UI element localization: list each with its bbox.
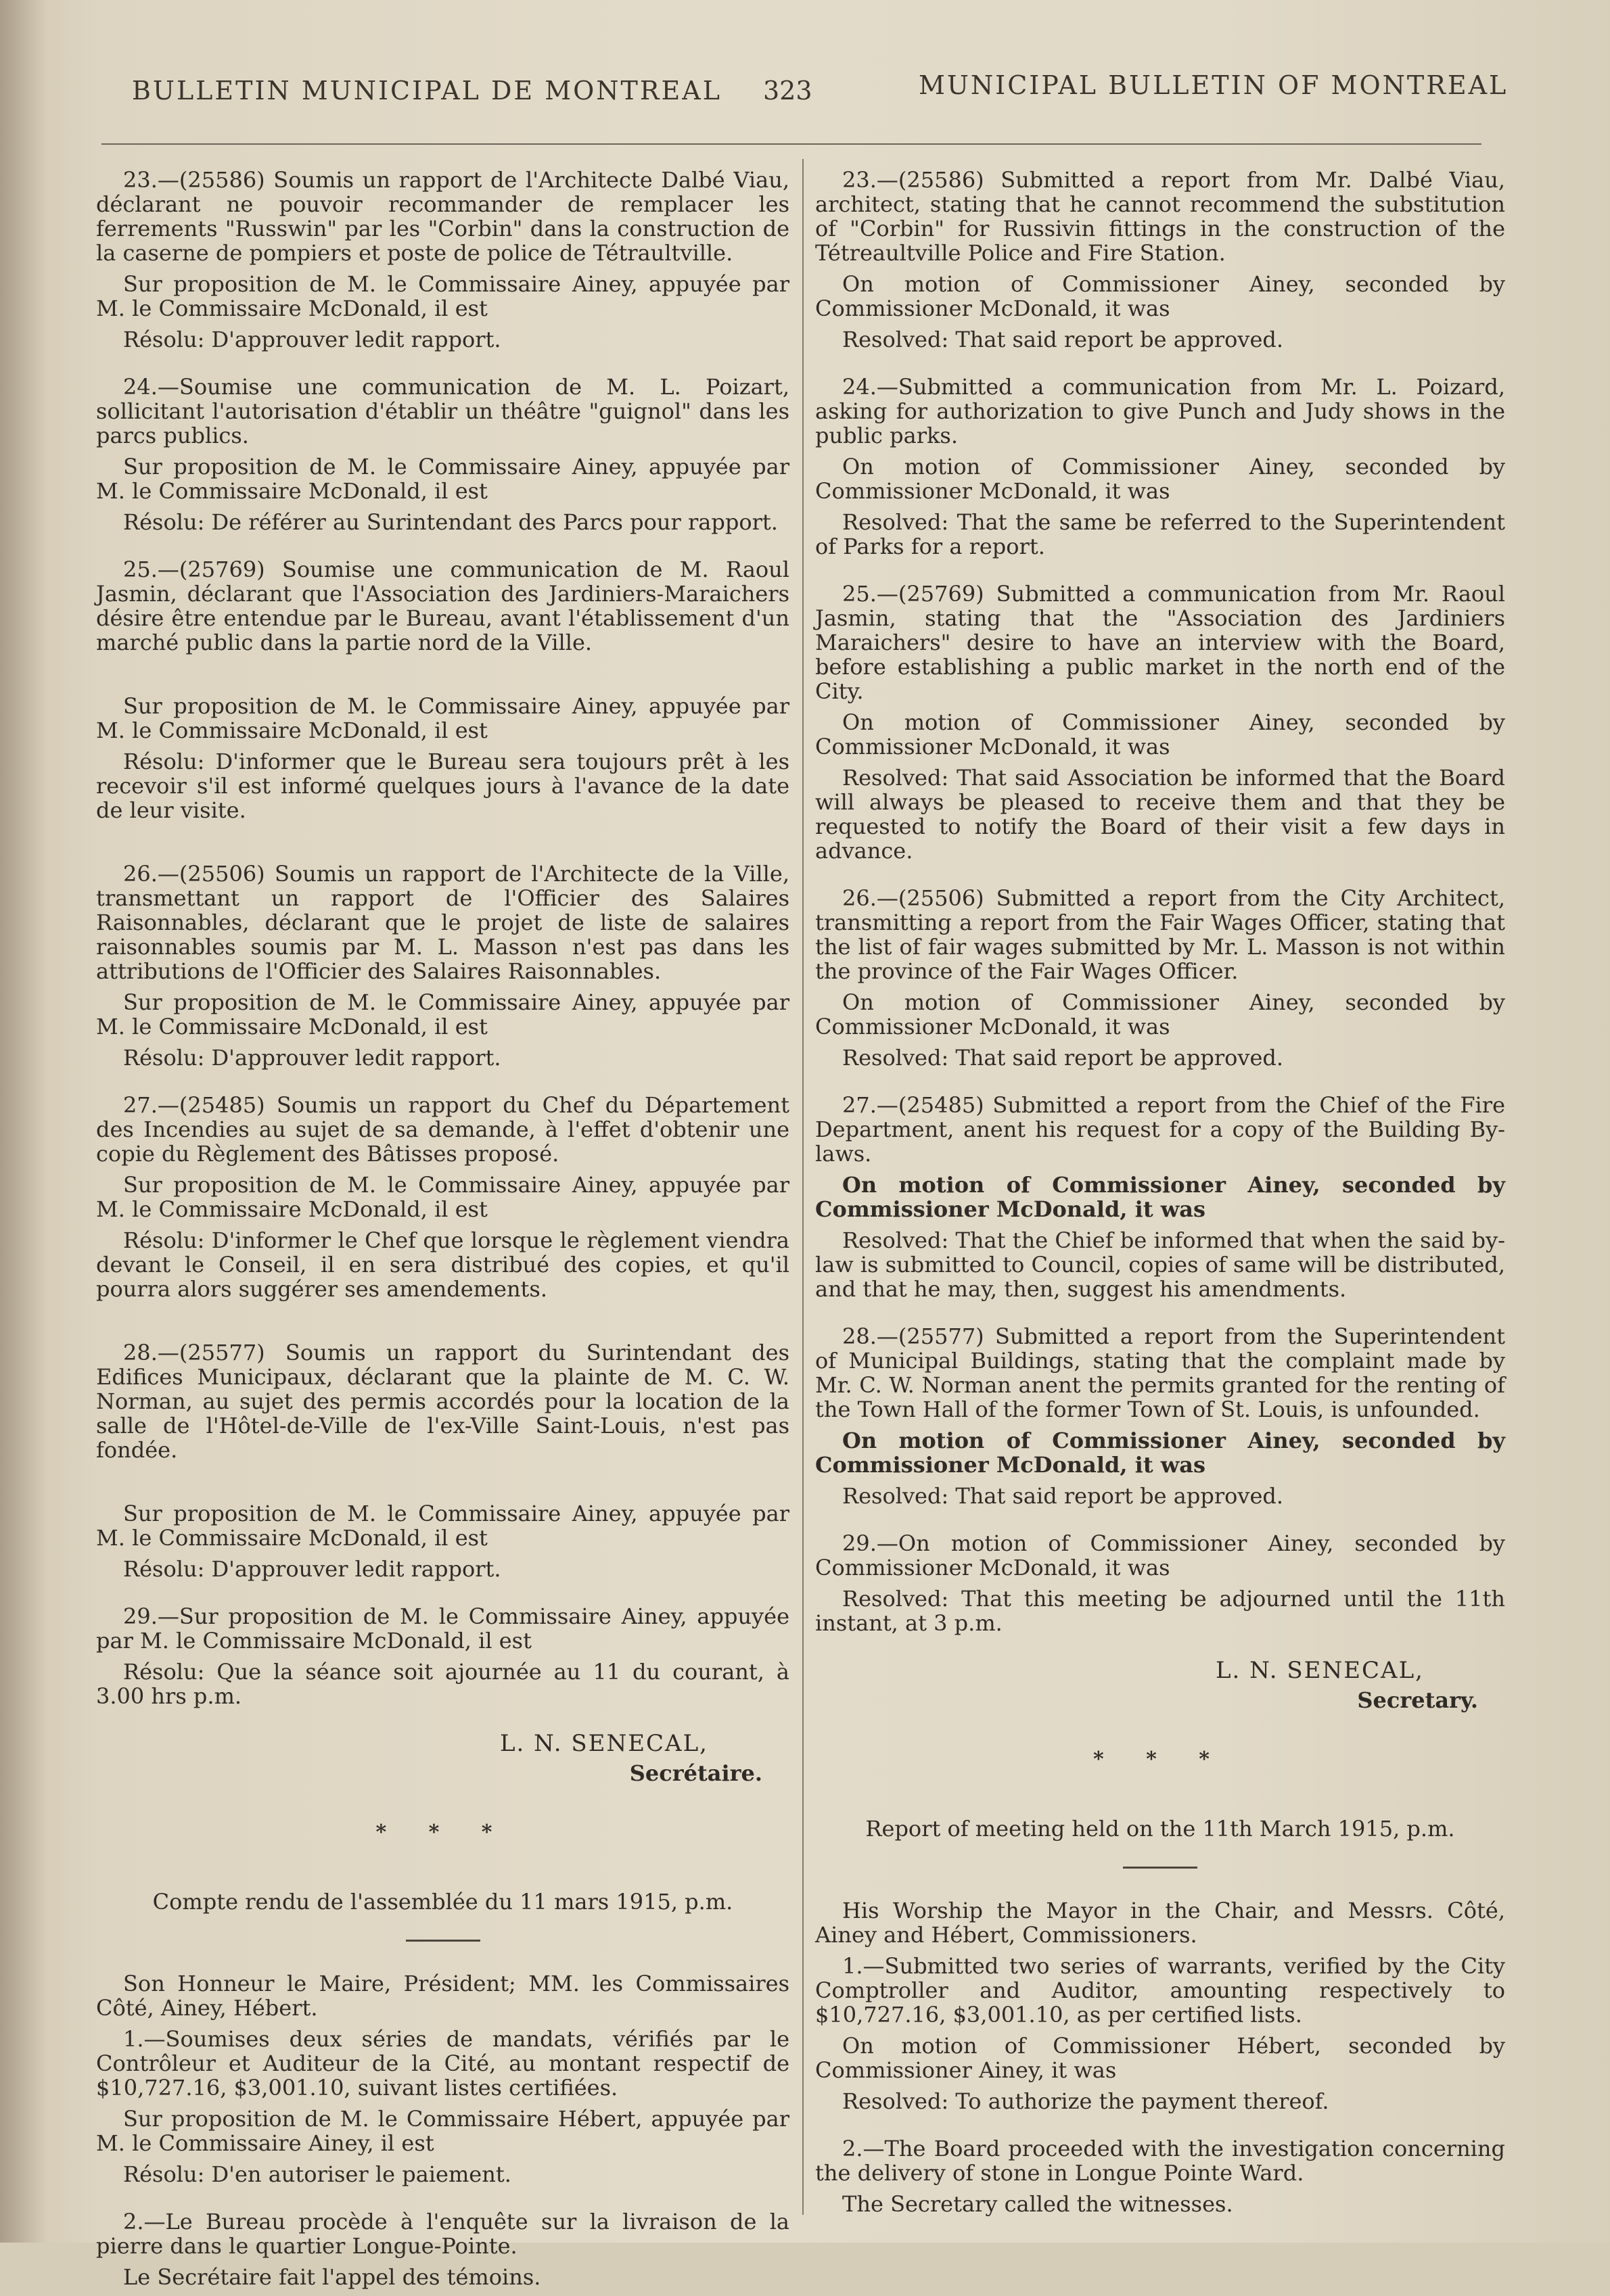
header-rule bbox=[101, 143, 1481, 145]
en-item-28: 28.—(25577) Submitted a report from the Superintendent of Municipal Buildings, stating that the complaint made by Mr. C. W. Norman anent the permits granted for the renting of the Town Hall of the former Town of St. Louis, is unfounded. bbox=[815, 1323, 1505, 1422]
en-item-23: 23.—(25586) Submitted a report from Mr. Dalbé Viau, architect, stating that he cannot recommend the substitution of "Corbin" for Russivin fittings in the construction of the Tétreaultville Police and Fire Station. bbox=[815, 167, 1505, 266]
en-signature-name: L. N. SENECAL, bbox=[1215, 1657, 1424, 1684]
fr-item-26-motion: Sur proposition de M. le Commissaire Ainey, appuyée par M. le Commissaire McDonald, il est bbox=[96, 989, 789, 1039]
en-item-29-resolution: Resolved: That this meeting be adjourned until the 11th instant, at 3 p.m. bbox=[815, 1586, 1505, 1636]
en-item-2: 2.—The Board proceeded with the investigation concerning the delivery of stone in Longue Pointe Ward. bbox=[815, 2136, 1505, 2186]
fr-item-25-motion: Sur proposition de M. le Commissaire Ainey, appuyée par M. le Commissaire McDonald, il est bbox=[96, 693, 789, 743]
english-column bbox=[815, 168, 1505, 2223]
fr-section-stars: * * * bbox=[375, 1821, 510, 1844]
header-english-title: MUNICIPAL BULLETIN OF MONTREAL bbox=[919, 70, 1509, 100]
header-french-title: BULLETIN MUNICIPAL DE MONTREAL bbox=[132, 76, 722, 106]
en-item-28-resolution: Resolved: That said report be approved. bbox=[842, 1483, 1284, 1509]
fr-signature-title: Secrétaire. bbox=[629, 1760, 762, 1786]
fr-item-1: 1.—Soumises deux séries de mandats, vérifiés par le Contrôleur et Auditeur de la Cité, au montant respectif de $10,727.16, $3,001.10, suivant listes certifiées. bbox=[96, 2026, 789, 2101]
en-signature-title: Secretary. bbox=[1357, 1687, 1478, 1713]
fr-item-27: 27.—(25485) Soumis un rapport du Chef du Département des Incendies au sujet de sa demande, à l'effet d'obtenir une copie du Règlement des Bâtisses proposé. bbox=[96, 1092, 789, 1167]
en-item-24: 24.—Submitted a communication from Mr. L. Poizard, asking for authorization to give Punch and Judy shows in the public parks. bbox=[815, 374, 1505, 448]
fr-attendance: Son Honneur le Maire, Président; MM. les Commissaires Côté, Ainey, Hébert. bbox=[96, 1971, 789, 2021]
en-item-2-next: The Secretary called the witnesses. bbox=[842, 2191, 1233, 2217]
en-item-25-motion: On motion of Commissioner Ainey, seconded by Commissioner McDonald, it was bbox=[815, 709, 1505, 759]
fr-item-23-resolution: Résolu: D'approuver ledit rapport. bbox=[123, 327, 501, 352]
fr-item-29: 29.—Sur proposition de M. le Commissaire Ainey, appuyée par M. le Commissaire McDonald, il est bbox=[96, 1603, 789, 1654]
en-item-25: 25.—(25769) Submitted a communication from Mr. Raoul Jasmin, stating that the "Association des Jardiniers Maraichers" desire to have an interview with the Board, before establishing a public market in the north end of the City. bbox=[815, 581, 1505, 704]
fr-item-24-resolution: Résolu: De référer au Surintendant des Parcs pour rapport. bbox=[123, 509, 778, 535]
fr-item-2: 2.—Le Bureau procède à l'enquête sur la livraison de la pierre dans le quartier Longue-Pointe. bbox=[96, 2209, 789, 2259]
en-item-29: 29.—On motion of Commissioner Ainey, seconded by Commissioner McDonald, it was bbox=[815, 1530, 1505, 1580]
fr-item-26: 26.—(25506) Soumis un rapport de l'Architecte de la Ville, transmettant un rapport de l'Officier des Salaires Raisonnables, déclarant que le projet de liste de salaires raisonnables soumis par M. L. Masson n'est pas dans les attributions de l'Officier des Salaires Raisonnables. bbox=[96, 861, 789, 984]
fr-item-23-motion: Sur proposition de M. le Commissaire Ainey, appuyée par M. le Commissaire McDonald, il est bbox=[96, 271, 789, 321]
fr-item-25-resolution: Résolu: D'informer que le Bureau sera toujours prêt à les recevoir s'il est informé quelques jours à l'avance de la date de leur visite. bbox=[96, 749, 789, 823]
en-item-26: 26.—(25506) Submitted a report from the City Architect, transmitting a report from the Fair Wages Officer, stating that the list of fair wages submitted by Mr. L. Masson is not within the province of the Fair Wages Officer. bbox=[815, 885, 1505, 984]
en-item-27-motion: On motion of Commissioner Ainey, seconded by Commissioner McDonald, it was bbox=[815, 1172, 1505, 1222]
fr-meeting-title: Compte rendu de l'assemblée du 11 mars 1915, p.m. bbox=[152, 1889, 733, 1915]
en-item-28-motion: On motion of Commissioner Ainey, seconded by Commissioner McDonald, it was bbox=[815, 1428, 1505, 1478]
fr-item-1-motion: Sur proposition de M. le Commissaire Hébert, appuyée par M. le Commissaire Ainey, il est bbox=[96, 2106, 789, 2156]
en-item-24-motion: On motion of Commissioner Ainey, seconded by Commissioner McDonald, it was bbox=[815, 454, 1505, 504]
fr-item-24-motion: Sur proposition de M. le Commissaire Ainey, appuyée par M. le Commissaire McDonald, il est bbox=[96, 454, 789, 504]
en-item-26-resolution: Resolved: That said report be approved. bbox=[842, 1045, 1284, 1071]
en-item-23-motion: On motion of Commissioner Ainey, seconded by Commissioner McDonald, it was bbox=[815, 271, 1505, 321]
column-divider bbox=[802, 159, 804, 2215]
fr-item-27-resolution: Résolu: D'informer le Chef que lorsque le règlement viendra devant le Conseil, il en sera distribué des copies, et qu'il pourra alors suggérer ses amendements. bbox=[96, 1227, 789, 1302]
fr-item-25: 25.—(25769) Soumise une communication de M. Raoul Jasmin, déclarant que l'Association des Jardiniers-Maraichers désire être entendue par le Bureau, avant l'établissement d'un marché public dans la partie nord de la Ville. bbox=[96, 557, 789, 655]
page-number: 323 bbox=[763, 76, 812, 106]
en-item-1-motion: On motion of Commissioner Hébert, seconded by Commissioner Ainey, it was bbox=[815, 2033, 1505, 2083]
fr-item-28-resolution: Résolu: D'approuver ledit rapport. bbox=[123, 1556, 501, 1582]
fr-item-27-motion: Sur proposition de M. le Commissaire Ainey, appuyée par M. le Commissaire McDonald, il est bbox=[96, 1172, 789, 1222]
en-item-23-resolution: Resolved: That said report be approved. bbox=[842, 327, 1284, 352]
en-item-24-resolution: Resolved: That the same be referred to the Superintendent of Parks for a report. bbox=[815, 509, 1505, 559]
fr-item-2-next: Le Secrétaire fait l'appel des témoins. bbox=[123, 2264, 541, 2290]
fr-short-rule bbox=[406, 1940, 480, 1942]
fr-item-28: 28.—(25577) Soumis un rapport du Surintendant des Edifices Municipaux, déclarant que la plainte de M. C. W. Norman, au sujet des permis accordés pour la location de la salle de l'Hôtel-de-Ville de l'ex-Ville Saint-Louis, n'est pas fondée. bbox=[96, 1340, 789, 1463]
en-meeting-title: Report of meeting held on the 11th March 1915, p.m. bbox=[865, 1816, 1455, 1842]
en-item-26-motion: On motion of Commissioner Ainey, seconded by Commissioner McDonald, it was bbox=[815, 989, 1505, 1039]
french-column bbox=[96, 168, 789, 2296]
en-item-27: 27.—(25485) Submitted a report from the Chief of the Fire Department, anent his request for a copy of the Building By-laws. bbox=[815, 1092, 1505, 1167]
en-item-25-resolution: Resolved: That said Association be informed that the Board will always be pleased to receive them and that they be requested to notify the Board of their visit a few days in advance. bbox=[815, 765, 1505, 864]
fr-item-29-resolution: Résolu: Que la séance soit ajournée au 11 du courant, à 3.00 hrs p.m. bbox=[96, 1659, 789, 1709]
fr-item-24: 24.—Soumise une communication de M. L. Poizart, sollicitant l'autorisation d'établir un théâtre "guignol" dans les parcs publics. bbox=[96, 374, 789, 448]
en-short-rule bbox=[1123, 1867, 1197, 1869]
binding-shadow bbox=[0, 0, 47, 2243]
fr-item-28-motion: Sur proposition de M. le Commissaire Ainey, appuyée par M. le Commissaire McDonald, il est bbox=[96, 1501, 789, 1551]
fr-item-1-resolution: Résolu: D'en autoriser le paiement. bbox=[123, 2161, 511, 2187]
fr-signature-name: L. N. SENECAL, bbox=[499, 1730, 708, 1757]
fr-item-26-resolution: Résolu: D'approuver ledit rapport. bbox=[123, 1045, 501, 1071]
fr-item-23: 23.—(25586) Soumis un rapport de l'Architecte Dalbé Viau, déclarant ne pouvoir recommander de remplacer les ferrements "Russwin" par les "Corbin" dans la construction de la caserne de pompiers et poste de police de Tétraultville. bbox=[96, 167, 789, 266]
en-attendance: His Worship the Mayor in the Chair, and Messrs. Côté, Ainey and Hébert, Commissioners. bbox=[815, 1898, 1505, 1948]
en-item-1-resolution: Resolved: To authorize the payment thereof. bbox=[842, 2088, 1329, 2114]
en-item-27-resolution: Resolved: That the Chief be informed that when the said by-law is submitted to Council, copies of same will be distributed, and that he may, then, suggest his amendments. bbox=[815, 1227, 1505, 1302]
en-item-1: 1.—Submitted two series of warrants, verified by the City Comptroller and Auditor, amounting respectively to $10,727.16, $3,001.10, as per certified lists. bbox=[815, 1953, 1505, 2028]
en-section-stars: * * * bbox=[1093, 1748, 1227, 1771]
